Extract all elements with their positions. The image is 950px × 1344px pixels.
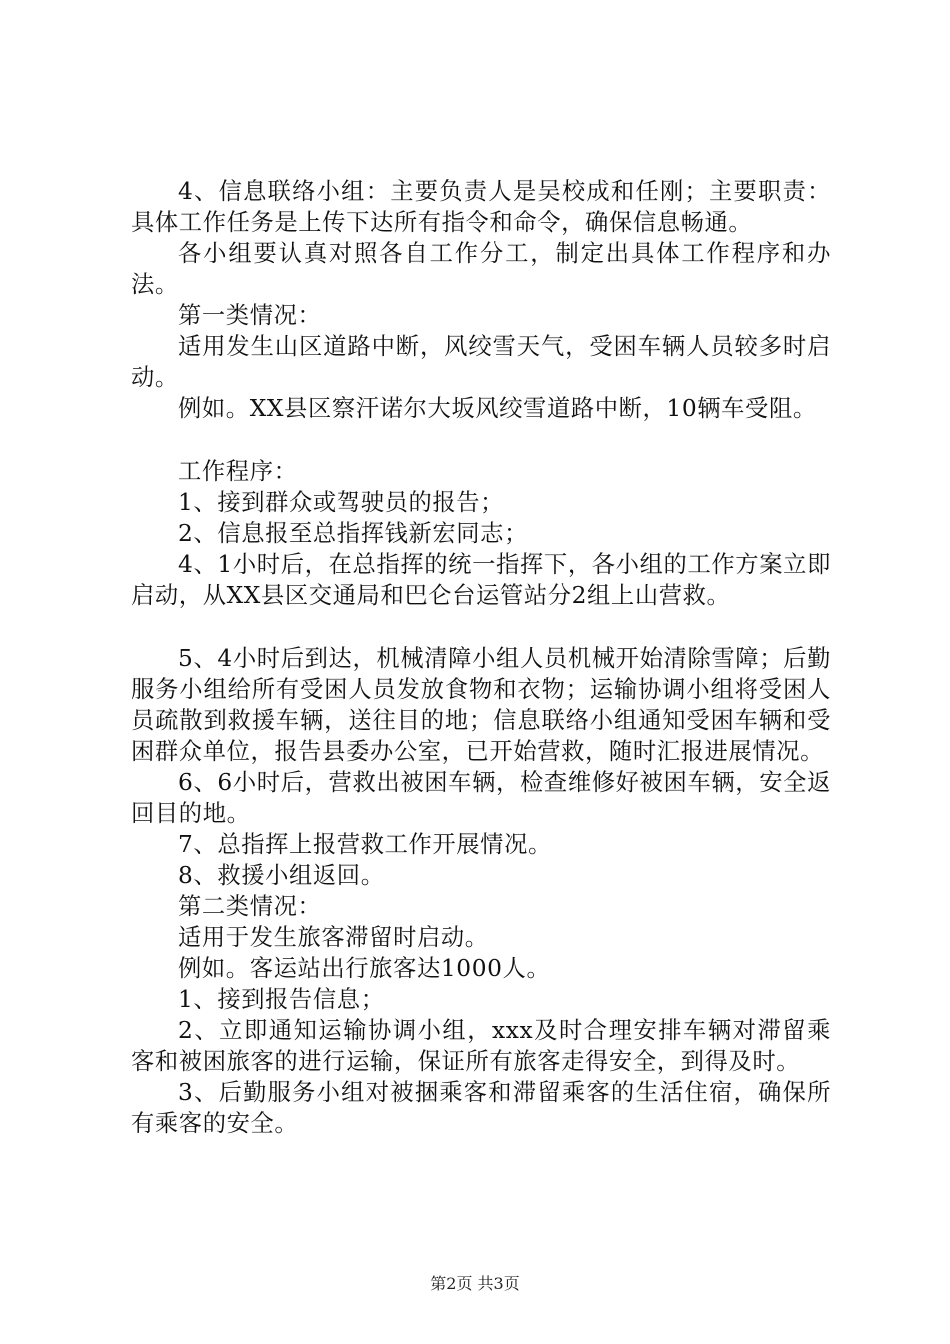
paragraph-step-report-commander: 2、信息报至总指挥钱新宏同志； [178, 520, 528, 547]
paragraph-step-logistics: 3、后勤服务小组对被捆乘客和滞留乘客的生活住宿，确保所有乘客的安全。 [131, 1079, 831, 1137]
paragraph-info-liaison-group: 4、信息联络小组：主要负责人是吴校成和任刚；主要职责：具体工作任务是上传下达所有指令和命令，确保信息畅通。 [131, 178, 831, 236]
paragraph-situation-one-scope: 适用发生山区道路中断，风绞雪天气，受困车辆人员较多时启动。 [131, 333, 831, 391]
paragraph-step-six-hours: 6、6小时后，营救出被困车辆，检查维修好被困车辆，安全返回目的地。 [131, 769, 831, 827]
page-number-footer: 第2页 共3页 [430, 1274, 520, 1293]
paragraph-step-one-hour: 4、1小时后，在总指挥的统一指挥下，各小组的工作方案立即启动，从XX县区交通局和巴仑台运管站分2组上山营救。 [131, 551, 831, 609]
paragraph-situation-two-scope: 适用于发生旅客滞留时启动。 [178, 924, 489, 951]
document-body [131, 176, 831, 1139]
paragraph-step-receive-report: 1、接到群众或驾驶员的报告； [178, 489, 505, 516]
paragraph-situation-two-heading: 第二类情况： [178, 893, 322, 920]
paragraph-step-notify-transport: 2、立即通知运输协调小组，xxx及时合理安排车辆对滞留乘客和被困旅客的进行运输，保证所有旅客走得安全，到得及时。 [131, 1017, 831, 1075]
paragraph-group-procedures: 各小组要认真对照各自工作分工，制定出具体工作程序和办法。 [131, 240, 831, 298]
paragraph-step-return: 8、救援小组返回。 [178, 862, 385, 889]
paragraph-step-receive-info: 1、接到报告信息； [178, 986, 385, 1013]
paragraph-situation-one-heading: 第一类情况： [178, 302, 322, 329]
paragraph-situation-one-example: 例如。XX县区察汗诺尔大坂风绞雪道路中断，10辆车受阻。 [178, 395, 817, 422]
paragraph-work-procedure-heading: 工作程序： [178, 458, 298, 485]
paragraph-step-four-hours: 5、4小时后到达，机械清障小组人员机械开始清除雪障；后勤服务小组给所有受困人员发放食物和衣物；运输协调小组将受困人员疏散到救援车辆，送往目的地；信息联络小组通知受困车辆和受困群众单位，报告县委办公室，已开始营救，随时汇报进展情况。 [131, 645, 831, 765]
paragraph-step-report-progress: 7、总指挥上报营救工作开展情况。 [178, 831, 552, 858]
paragraph-situation-two-example: 例如。客运站出行旅客达1000人。 [178, 955, 551, 982]
